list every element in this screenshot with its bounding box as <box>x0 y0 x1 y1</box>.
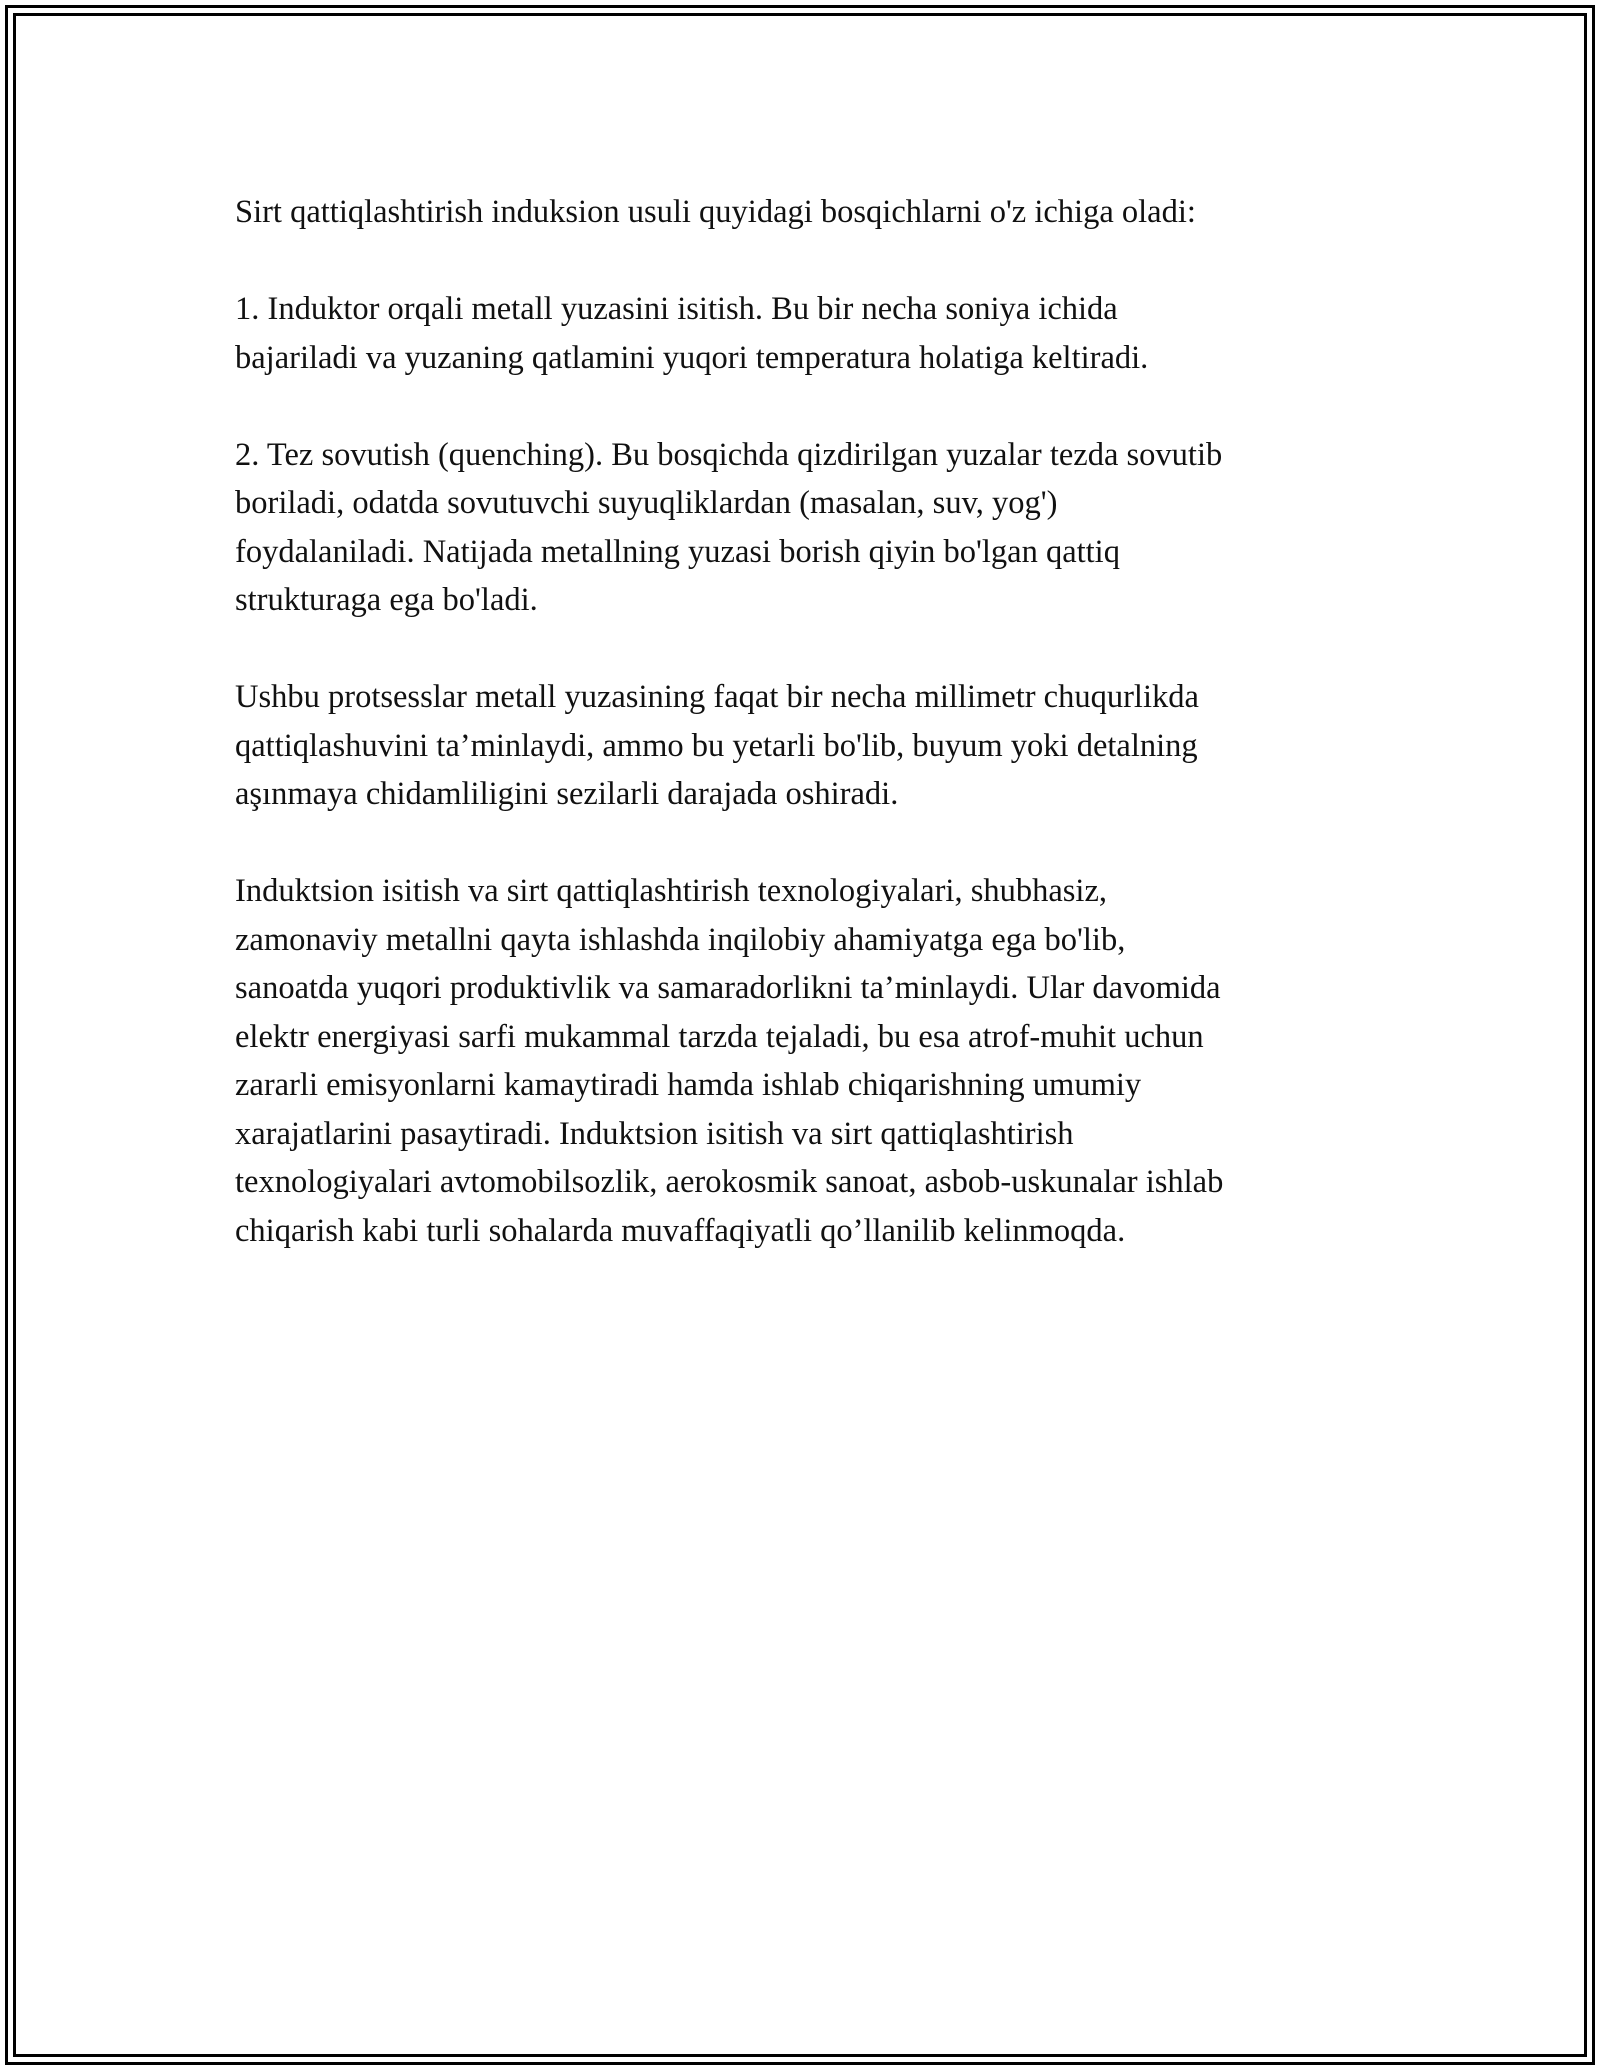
document-body <box>235 188 1365 1255</box>
step-1-paragraph: 1. Induktor orqali metall yuzasini isitish. Bu bir necha soniya ichida bajariladi va yuzaning qatlamini yuqori temperatura holatiga keltiradi. <box>235 291 1149 376</box>
conclusion-paragraph: Induktsion isitish va sirt qattiqlashtirish texnologiyalari, shubhasiz, zamonaviy metallni qayta ishlashda inqilobiy ahamiyatga ega bo'lib, sanoatda yuqori produktivlik va samaradorlikni ta’minlaydi. Ular davomida elektr energiyasi sarfi mukammal tarzda tejaladi, bu esa atrof-muhit uchun zararli emisyonlarni kamaytiradi hamda ishlab chiqarishning umumiy xarajatlarini pasaytiradi. Induktsion isitish va sirt qattiqlashtirish texnologiyalari avtomobilsozlik, aerokosmik sanoat, asbob-uskunalar ishlab chiqarish kabi turli sohalarda muvaffaqiyatli qo’llanilib kelinmoqda. <box>235 873 1224 1249</box>
intro-paragraph: Sirt qattiqlashtirish induksion usuli quyidagi bosqichlarni o'z ichiga oladi: <box>235 194 1196 230</box>
step-2-paragraph: 2. Tez sovutish (quenching). Bu bosqichda qizdirilgan yuzalar tezda sovutib boriladi, odatda sovutuvchi suyuqliklardan (masalan, suv, yog') foydalaniladi. Natijada metallning yuzasi borish qiyin bo'lgan qattiq strukturaga ega bo'ladi. <box>235 436 1223 618</box>
process-summary-paragraph: Ushbu protsesslar metall yuzasining faqat bir necha millimetr chuqurlikda qattiqlashuvini ta’minlaydi, ammo bu yetarli bo'lib, buyum yoki detalning aşınmaya chidamliligini sezilarli darajada oshiradi. <box>235 679 1199 812</box>
